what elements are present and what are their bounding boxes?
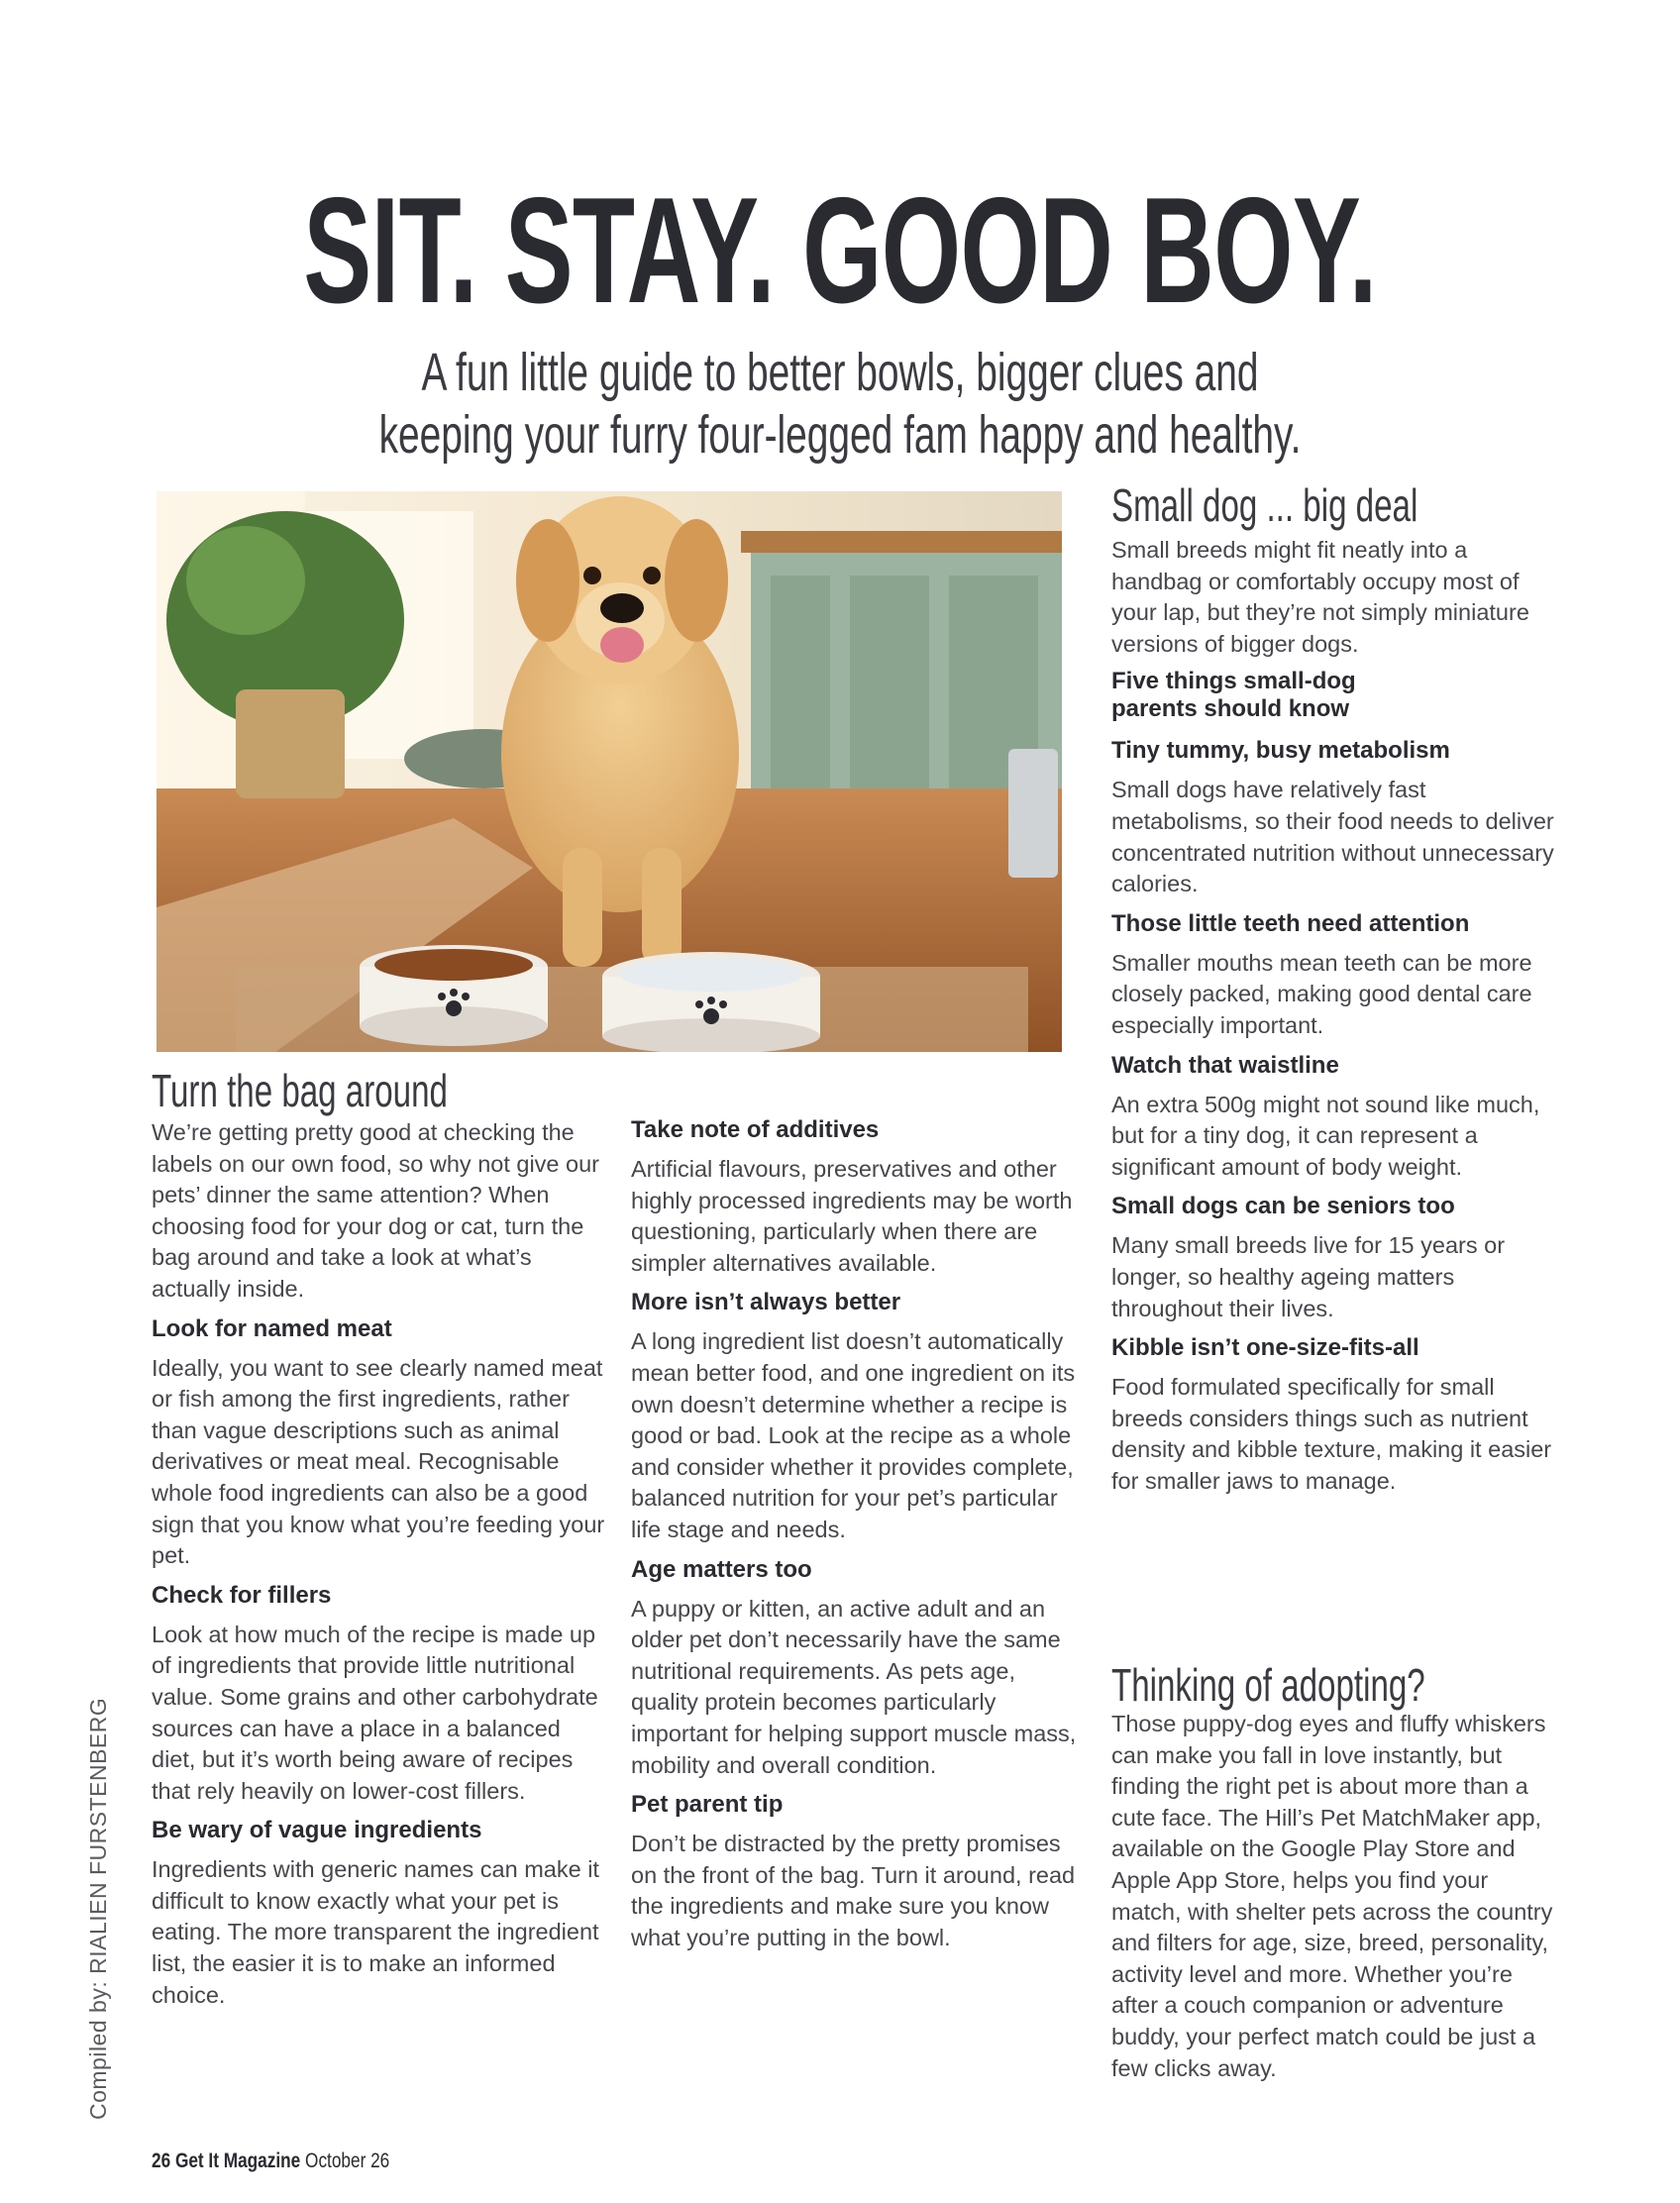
col1-section-2-head: Check for fillers [152, 1581, 332, 1609]
footer-magazine: Get It Magazine [174, 2150, 301, 2172]
column-2 [631, 1116, 1087, 1953]
heading-turn-the-bag-around: Turn the bag around [152, 1065, 448, 1116]
col3-section-5-head: Kibble isn’t one-size-fits-all [1111, 1334, 1419, 1362]
col3-section-5-body: Food formulated specifically for small breeds considers things such as nutrient density and kibble texture, making it easier for smaller jaws to manage. [1111, 1374, 1552, 1494]
heading-thinking-of-adopting: Thinking of adopting? [1111, 1659, 1425, 1711]
col1-intro: We’re getting pretty good at checking the labels on our own food, so why not give our pets’ dinner the same attention? When choosing food for your dog or cat, turn the bag around and take a look at what’s actually inside. [152, 1119, 599, 1302]
page-footer [152, 2150, 389, 2173]
compiled-by-credit: Compiled by: RIALIEN FURSTENBERG [85, 1697, 111, 2120]
col1-section-1-body: Ideally, you want to see clearly named meat or fish among the first ingredients, rather than vague descriptions such as animal derivatives or meat meal. Recognisable whole food ingredients can also be a good sign that you know what you’re feeding your pet. [152, 1354, 605, 1569]
col3-section-4-head: Small dogs can be seniors too [1111, 1193, 1455, 1220]
adopting-section [1111, 1709, 1557, 2084]
col1-section-3-body: Ingredients with generic names can make it difficult to know exactly what your pet is eating. The more transparent the ingredient list, the easier it is to make an informed choice. [152, 1856, 599, 2008]
adopting-body: Those puppy-dog eyes and fluffy whiskers can make you fall in love instantly, but finding the right pet is about more than a cute face. The Hill’s Pet MatchMaker app, available on the Google Play Store and Apple App Store, helps you find your match, with shelter pets across the country and filters for age, size, breed, personality, activity level and more. Whether you’re after a couch companion or adventure buddy, your perfect match could be just a few clicks away. [1111, 1711, 1553, 2081]
subtitle-line-1: A fun little guide to better bowls, bigger clues and [421, 343, 1259, 402]
col1-section-1-head: Look for named meat [152, 1314, 392, 1342]
footer-page-number: 26 [152, 2150, 171, 2172]
col3-section-2-body: Smaller mouths mean teeth can be more closely packed, making good dental care especially important. [1111, 949, 1532, 1038]
col3-section-3-body: An extra 500g might not sound like much, but for a tiny dog, it can represent a significant amount of body weight. [1111, 1091, 1540, 1180]
col2-section-1-head: Take note of additives [631, 1116, 880, 1143]
col2-section-3-body: A puppy or kitten, an active adult and an older pet don’t necessarily have the same nutritional requirements. As pets age, quality protein becomes particularly important for helping support muscle mass, mobility and overall condition. [631, 1595, 1077, 1778]
dog-photo [157, 491, 1062, 1052]
col1-section-2-body: Look at how much of the recipe is made up of ingredients that provide little nutritional value. Some grains and other carbohydrate sources can have a place in a balanced diet, but it’s worth being aware of recipes that rely heavily on lower-cost fillers. [152, 1621, 598, 1804]
col3-intro: Small breeds might fit neatly into a handbag or comfortably occupy most of your lap, but they’re not simply miniature versions of bigger dogs. [1111, 537, 1529, 657]
col3-section-3-head: Watch that waistline [1111, 1051, 1339, 1079]
col2-section-1-body: Artificial flavours, preservatives and other highly processed ingredients may be worth questioning, particularly when there are simpler alternatives available. [631, 1156, 1073, 1276]
col3-section-1-head: Tiny tummy, busy metabolism [1111, 737, 1450, 765]
subtitle-line-2: keeping your furry four-legged fam happy and healthy. [378, 405, 1302, 465]
col3-section-4-body: Many small breeds live for 15 years or longer, so healthy ageing matters throughout their lives. [1111, 1232, 1506, 1321]
column-3 [1111, 535, 1557, 1497]
col2-section-2-body: A long ingredient list doesn’t automatically mean better food, and one ingredient on its own doesn’t determine whether a recipe is good or bad. Look at the recipe as a whole and consider whether it provides complete, balanced nutrition for your pet’s particular life stage and needs. [631, 1328, 1076, 1542]
page-subtitle [235, 342, 1444, 467]
col2-section-4-head: Pet parent tip [631, 1791, 784, 1819]
col1-section-3-head: Be wary of vague ingredients [152, 1817, 482, 1844]
col2-section-4-body: Don’t be distracted by the pretty promises on the front of the bag. Turn it around, read the ingredients and make sure you know what you’re putting in the bowl. [631, 1831, 1076, 1950]
col3-list-title: Five things small-dog parents should know [1111, 668, 1356, 723]
col3-section-2-head: Those little teeth need attention [1111, 909, 1470, 937]
col2-section-3-head: Age matters too [631, 1555, 812, 1583]
footer-issue: October 26 [305, 2150, 390, 2172]
column-1 [152, 1117, 607, 2011]
col2-section-2-head: More isn’t always better [631, 1289, 901, 1316]
heading-small-dog-big-deal: Small dog ... big deal [1111, 479, 1418, 531]
page-title: SIT. STAY. GOOD BOY. [303, 166, 1377, 335]
col3-section-1-body: Small dogs have relatively fast metabolisms, so their food needs to deliver concentrated nutrition without unnecessary calories. [1111, 777, 1554, 897]
